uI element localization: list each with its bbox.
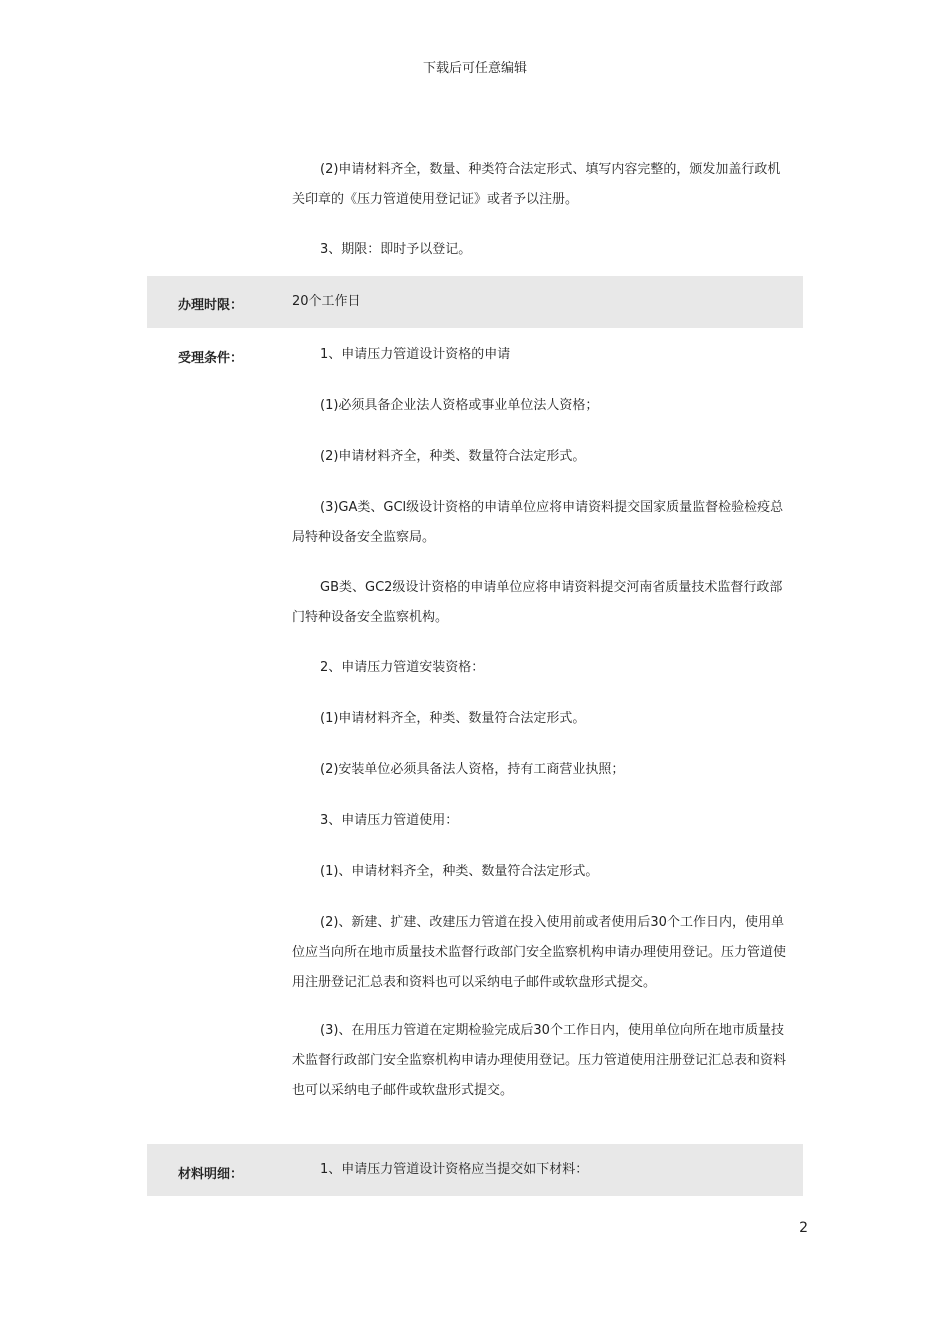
- conditions-row: [147, 340, 803, 1140]
- page-header: 下载后可任意编辑: [422, 61, 527, 76]
- paragraph: GB类、GC2级设计资格的申请单位应将申请资料提交河南省质量技术监督行政部门特种设备安全监察机构。: [292, 580, 783, 625]
- paragraph: (1)申请材料齐全，种类、数量符合法定形式。: [320, 711, 586, 726]
- paragraph: 1、申请压力管道设计资格应当提交如下材料：: [320, 1162, 589, 1177]
- conditions-label: 受理条件：: [178, 351, 244, 366]
- paragraph: (2)申请材料齐全，数量、种类符合法定形式、填写内容完整的，颁发加盖行政机关印章的《压力管道使用登记证》或者予以注册。: [292, 162, 781, 207]
- paragraph: (2)申请材料齐全，种类、数量符合法定形式。: [320, 449, 586, 464]
- paragraph: (1)、申请材料齐全，种类、数量符合法定形式。: [320, 864, 599, 879]
- page-number: 2: [799, 1220, 808, 1236]
- paragraph: 3、期限：即时予以登记。: [320, 242, 472, 257]
- paragraph: (2)安装单位必须具备法人资格，持有工商营业执照；: [320, 762, 625, 777]
- deadline-label: 办理时限：: [178, 298, 244, 313]
- paragraph: (3)、在用压力管道在定期检验完成后30个工作日内，使用单位向所在地市质量技术监督行政部门安全监察机构申请办理使用登记。压力管道使用注册登记汇总表和资料也可以采纳电子邮件或软盘形式提交。: [292, 1023, 787, 1098]
- paragraph: 1、申请压力管道设计资格的申请: [320, 347, 511, 362]
- materials-row: [147, 1144, 803, 1196]
- materials-label: 材料明细：: [178, 1167, 244, 1182]
- deadline-row: [147, 276, 803, 328]
- paragraph: (3)GA类、GCl级设计资格的申请单位应将申请资料提交国家质量监督检验检疫总局特种设备安全监察局。: [292, 500, 784, 545]
- deadline-value: 20个工作日: [292, 294, 361, 309]
- paragraph: (2)、新建、扩建、改建压力管道在投入使用前或者使用后30个工作日内，使用单位应当向所在地市质量技术监督行政部门安全监察机构申请办理使用登记。压力管道使用注册登记汇总表和资料也可以采纳电子邮件或软盘形式提交。: [292, 915, 787, 990]
- paragraph: (1)必须具备企业法人资格或事业单位法人资格；: [320, 398, 599, 413]
- paragraph: 2、申请压力管道安装资格：: [320, 660, 485, 675]
- paragraph: 3、申请压力管道使用：: [320, 813, 459, 828]
- continuation-block: [147, 155, 803, 267]
